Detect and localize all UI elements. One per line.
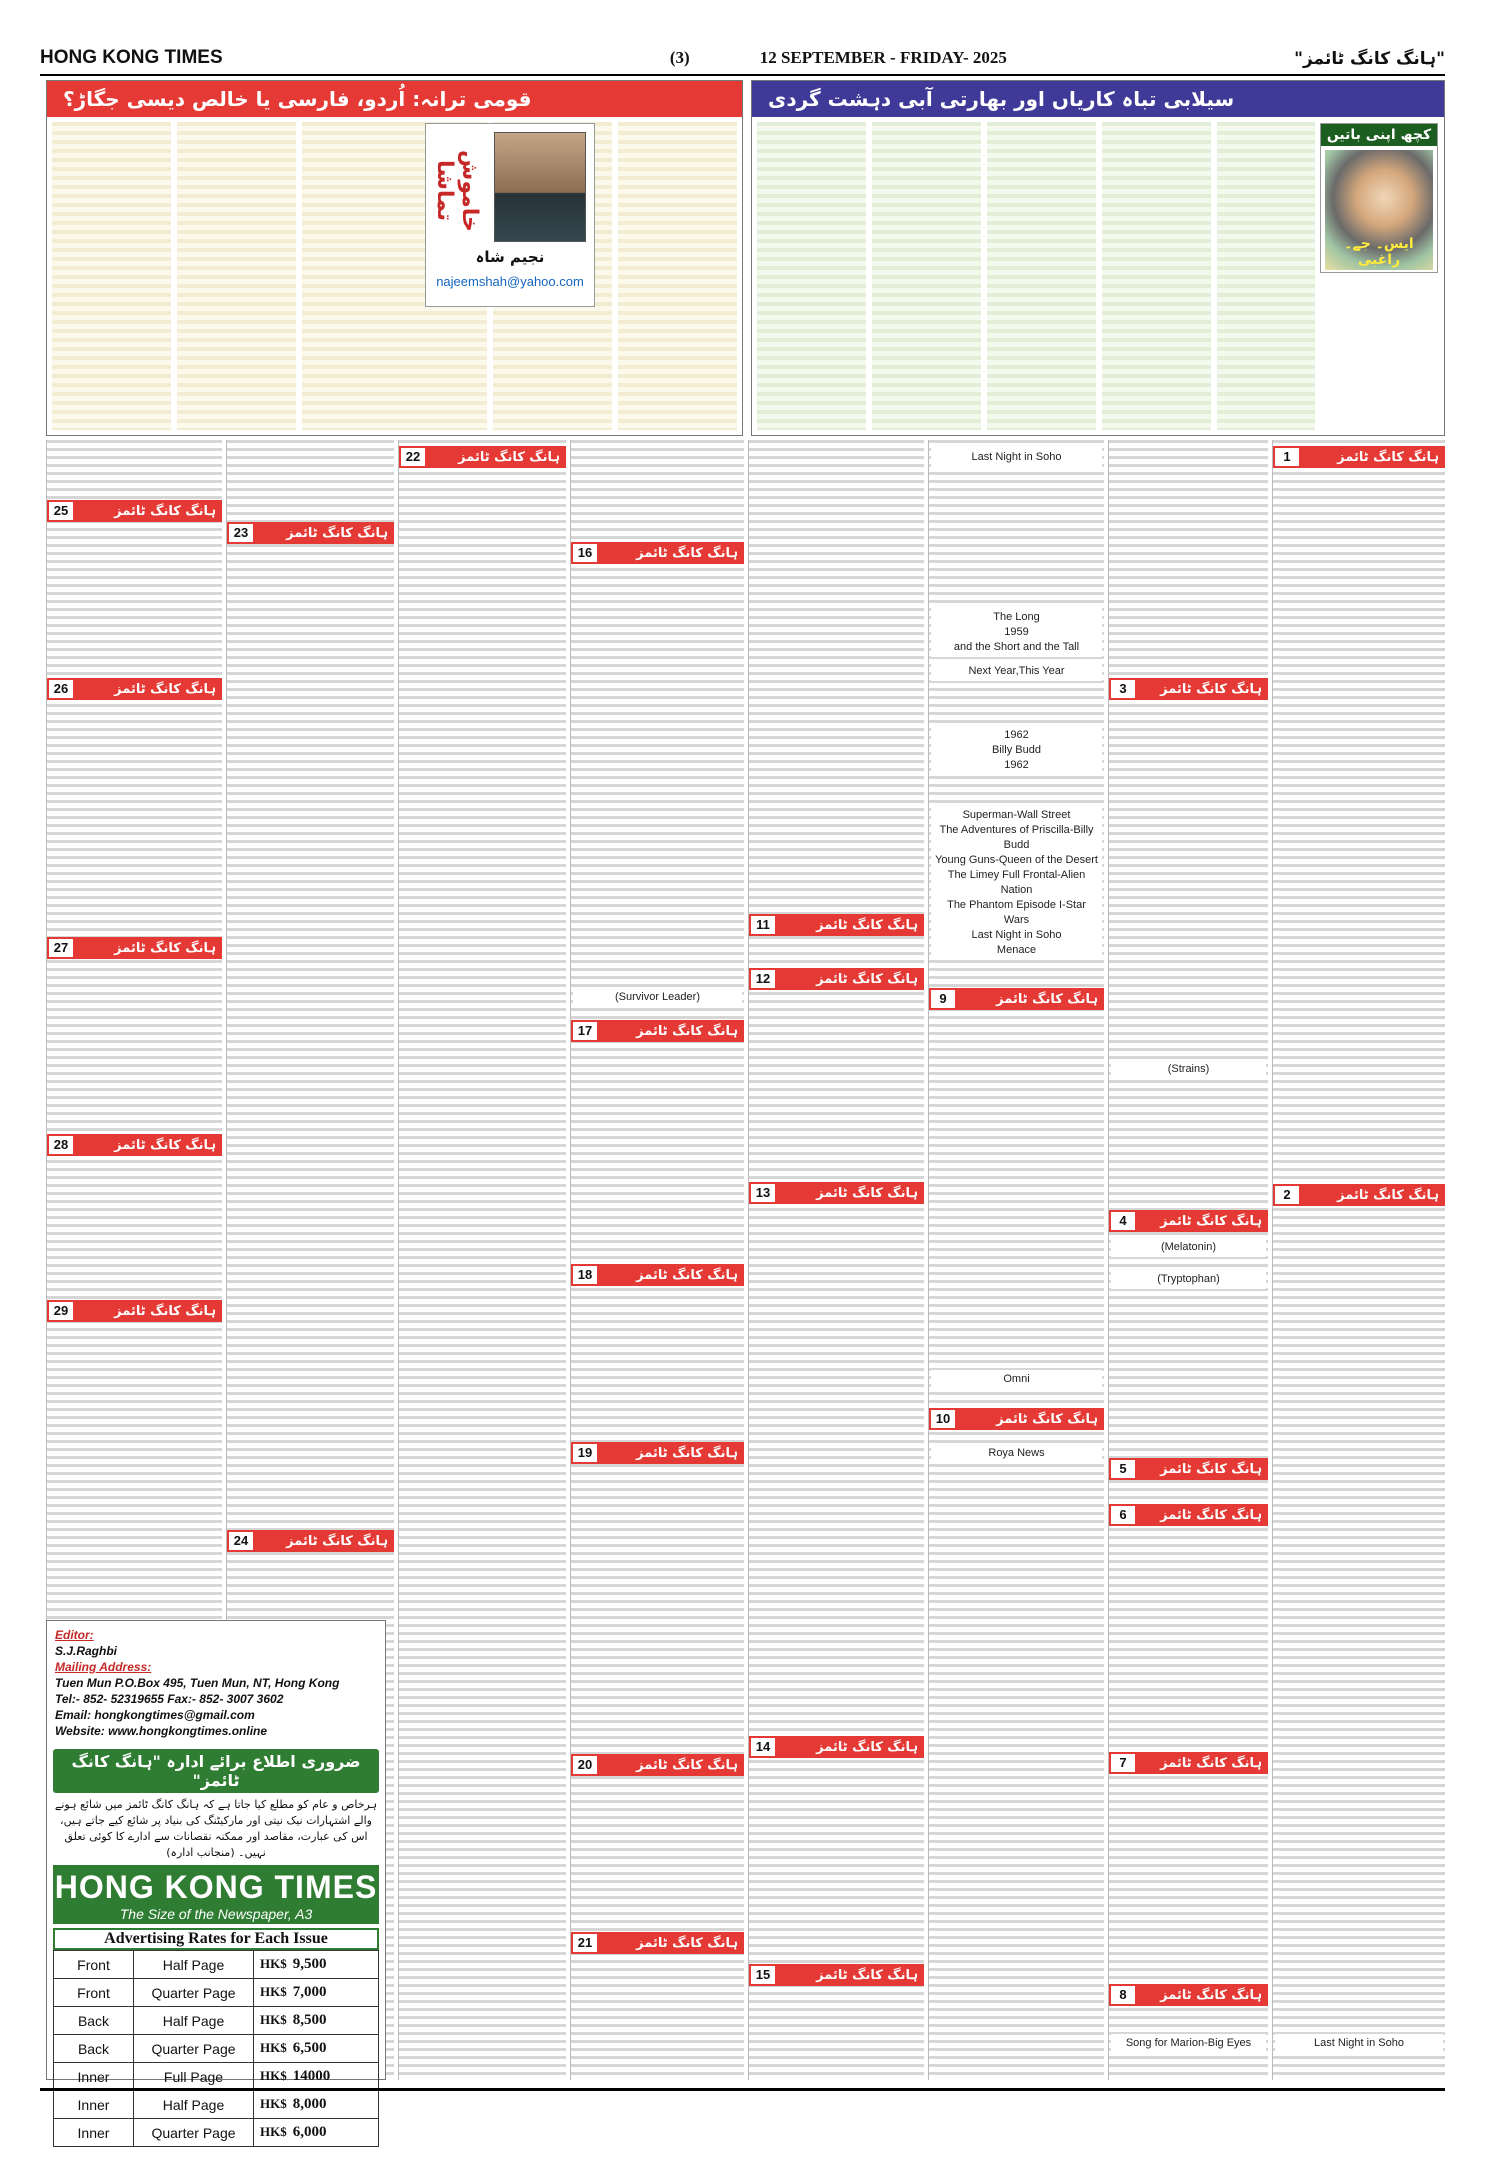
- tag-number: 21: [573, 1934, 597, 1952]
- tag-label: ہانگ کانگ ٹائمز: [1337, 449, 1439, 465]
- columnist-caption: ایس۔ جے۔ راغبی: [1344, 236, 1414, 268]
- tag-number: 23: [229, 524, 253, 542]
- author-email: najeemshah@yahoo.com: [436, 274, 584, 289]
- rate-size: Quarter Page: [134, 2119, 254, 2147]
- column-title: خاموش تماشا: [432, 150, 482, 232]
- tag-number: 7: [1111, 1754, 1135, 1772]
- tag-label: ہانگ کانگ ٹائمز: [636, 545, 738, 561]
- tag-number: 6: [1111, 1506, 1135, 1524]
- page-number: (3): [669, 48, 690, 67]
- text-column: [872, 122, 981, 430]
- article-body: [47, 117, 742, 435]
- tag-label: ہانگ کانگ ٹائمز: [816, 1185, 918, 1201]
- tag-label: ہانگ کانگ ٹائمز: [458, 449, 560, 465]
- price-value: 8,000: [292, 2096, 327, 2112]
- price-value: 7,000: [292, 1984, 327, 2000]
- currency: HK$: [260, 2096, 287, 2111]
- tag-number: 20: [573, 1756, 597, 1774]
- brand-name: HONG KONG TIMES: [54, 1869, 378, 1905]
- section-tag: [1109, 1210, 1268, 1232]
- section-tag: [399, 446, 566, 468]
- rate-row: [54, 2091, 379, 2119]
- currency: HK$: [260, 2040, 287, 2055]
- tag-number: 1: [1275, 448, 1299, 466]
- text-column: [1217, 122, 1315, 430]
- omni-note: Omni: [931, 1370, 1102, 1389]
- masthead: [40, 44, 1445, 72]
- section-tag: [749, 914, 924, 936]
- price-value: 6,000: [292, 2124, 327, 2140]
- footer-rule: [40, 2088, 1445, 2091]
- rate-price: [254, 1951, 379, 1979]
- rate-row: [54, 2119, 379, 2147]
- article-header: [47, 81, 742, 117]
- currency: HK$: [260, 2068, 287, 2083]
- masthead-rule: [40, 74, 1445, 76]
- tag-label: ہانگ کانگ ٹائمز: [114, 1303, 216, 1319]
- email-link[interactable]: hongkongtimes@gmail.com: [94, 1708, 255, 1722]
- strains-note: (Strains): [1111, 1060, 1266, 1079]
- tag-number: 10: [931, 1410, 955, 1428]
- price-value: 14000: [292, 2068, 331, 2084]
- rate-position: Back: [54, 2007, 134, 2035]
- tag-number: 5: [1111, 1460, 1135, 1478]
- notice-title: ضروری اطلاع برائے ادارہ "ہانگ کانگ ٹائمز": [53, 1749, 379, 1793]
- tag-number: 27: [49, 939, 73, 957]
- article-national-anthem: [46, 80, 743, 436]
- publisher-info: [46, 1620, 386, 2141]
- section-tag: [571, 1020, 744, 1042]
- text-column: [1102, 122, 1211, 430]
- section-tag: [47, 1134, 222, 1156]
- tag-number: 17: [573, 1022, 597, 1040]
- section-tag: [227, 522, 394, 544]
- film-year: 1959: [1004, 626, 1029, 638]
- film-title: Young Guns-Queen of the Desert: [935, 854, 1098, 866]
- website-link[interactable]: www.hongkongtimes.online: [108, 1724, 268, 1738]
- section-tag: [571, 542, 744, 564]
- rates-title: Advertising Rates for Each Issue: [53, 1928, 379, 1950]
- film-title: The Phantom Episode I-Star Wars: [947, 899, 1086, 926]
- rate-row: [54, 2007, 379, 2035]
- tag-number: 14: [751, 1738, 775, 1756]
- rate-size: Half Page: [134, 1951, 254, 1979]
- rate-position: Inner: [54, 2091, 134, 2119]
- tag-label: ہانگ کانگ ٹائمز: [636, 1445, 738, 1461]
- price-value: 9,500: [292, 1956, 327, 1972]
- melatonin-note: (Melatonin): [1111, 1238, 1266, 1257]
- tag-label: ہانگ کانگ ٹائمز: [996, 1411, 1098, 1427]
- soho-note: Last Night in Soho: [1275, 2034, 1443, 2053]
- rate-price: [254, 2119, 379, 2147]
- rates-table: [53, 1950, 379, 2147]
- tag-number: 28: [49, 1136, 73, 1154]
- tag-label: ہانگ کانگ ٹائمز: [114, 681, 216, 697]
- section-tag: [1109, 1504, 1268, 1526]
- tag-number: 19: [573, 1444, 597, 1462]
- tag-label: ہانگ کانگ ٹائمز: [114, 503, 216, 519]
- film-title: The Limey Full Frontal-Alien Nation: [947, 869, 1086, 896]
- tag-number: 25: [49, 502, 73, 520]
- section-tag: [1273, 446, 1445, 468]
- tag-label: ہانگ کانگ ٹائمز: [636, 1757, 738, 1773]
- tag-label: ہانگ کانگ ٹائمز: [636, 1023, 738, 1039]
- tag-label: ہانگ کانگ ٹائمز: [816, 917, 918, 933]
- author-photo: [494, 132, 586, 242]
- tag-label: ہانگ کانگ ٹائمز: [114, 940, 216, 956]
- section-tag: [929, 988, 1104, 1010]
- text-column: [757, 122, 866, 430]
- tag-label: ہانگ کانگ ٹائمز: [1160, 1987, 1262, 2003]
- section-tag: [571, 1442, 744, 1464]
- film-title: Superman-Wall Street: [962, 809, 1071, 821]
- film-year: 1962: [1004, 759, 1029, 771]
- address: Tuen Mun P.O.Box 495, Tuen Mun, NT, Hong Kong: [55, 1676, 340, 1690]
- rate-price: [254, 2063, 379, 2091]
- article-header: [752, 81, 1444, 117]
- tag-label: ہانگ کانگ ٹائمز: [286, 525, 388, 541]
- rate-price: [254, 2007, 379, 2035]
- phone-fax: Tel:- 852- 52319655 Fax:- 852- 3007 3602: [55, 1692, 284, 1706]
- rate-position: Back: [54, 2035, 134, 2063]
- article-body: [752, 117, 1444, 435]
- song-note: Song for Marion-Big Eyes: [1111, 2034, 1266, 2053]
- section-tag: [1109, 1458, 1268, 1480]
- tag-label: ہانگ کانگ ٹائمز: [114, 1137, 216, 1153]
- editor-name: S.J.Raghbi: [55, 1644, 118, 1658]
- rate-size: Quarter Page: [134, 1979, 254, 2007]
- tag-number: 24: [229, 1532, 253, 1550]
- tag-label: ہانگ کانگ ٹائمز: [286, 1533, 388, 1549]
- tag-number: 13: [751, 1184, 775, 1202]
- text-column: [618, 122, 737, 430]
- text-column: [987, 122, 1096, 430]
- news-column: [570, 440, 744, 2080]
- rate-price: [254, 1979, 379, 2007]
- rate-position: Front: [54, 1979, 134, 2007]
- tag-number: 26: [49, 680, 73, 698]
- tag-label: ہانگ کانگ ٹائمز: [816, 1739, 918, 1755]
- film-list: [931, 806, 1102, 960]
- tag-label: ہانگ کانگ ٹائمز: [996, 991, 1098, 1007]
- news-column: [1272, 440, 1445, 2080]
- film-title: and the Short and the Tall: [953, 641, 1080, 653]
- tag-number: 29: [49, 1302, 73, 1320]
- section-tag: [749, 1182, 924, 1204]
- film-year: 1962: [1004, 729, 1029, 741]
- tag-number: 12: [751, 970, 775, 988]
- section-tag: [227, 1530, 394, 1552]
- section-tag: [1109, 678, 1268, 700]
- tag-number: 3: [1111, 680, 1135, 698]
- rate-price: [254, 2091, 379, 2119]
- survivor-note: (Survivor Leader): [573, 988, 742, 1007]
- rate-row: [54, 1951, 379, 1979]
- tag-label: ہانگ کانگ ٹائمز: [816, 971, 918, 987]
- article-title: قومی ترانہ: اُردو، فارسی یا خالص دیسی جگاڑ؟: [63, 87, 532, 111]
- brand-banner: [53, 1865, 379, 1924]
- tag-number: 8: [1111, 1986, 1135, 2004]
- masthead-title: HONG KONG TIMES: [40, 47, 223, 68]
- film-title: Billy Budd: [992, 744, 1041, 756]
- tag-number: 16: [573, 544, 597, 562]
- section-tag: [571, 1264, 744, 1286]
- website-label: Website:: [55, 1724, 105, 1738]
- next-year-note: Next Year,This Year: [931, 662, 1102, 681]
- text-column: [177, 122, 296, 430]
- tag-label: ہانگ کانگ ٹائمز: [1160, 1755, 1262, 1771]
- column-name: کچھ اپنی باتیں: [1321, 124, 1437, 146]
- film-title: Last Night in Soho: [971, 451, 1062, 463]
- news-column: [1108, 440, 1268, 2080]
- film-list: [931, 448, 1102, 467]
- currency: HK$: [260, 1956, 287, 1971]
- section-tag: [47, 500, 222, 522]
- issue-date: 12 SEPTEMBER - FRIDAY- 2025: [759, 48, 1007, 67]
- tag-number: 15: [751, 1966, 775, 1984]
- tag-label: ہانگ کانگ ٹائمز: [636, 1267, 738, 1283]
- tag-number: 2: [1275, 1186, 1299, 1204]
- section-tag: [749, 1964, 924, 1986]
- tag-number: 18: [573, 1266, 597, 1284]
- rate-size: Quarter Page: [134, 2035, 254, 2063]
- film-title: Last Night in Soho: [971, 929, 1062, 941]
- section-tag: [1273, 1184, 1445, 1206]
- rate-row: [54, 2035, 379, 2063]
- notice-box: [53, 1749, 379, 1861]
- text-column: [52, 122, 171, 430]
- tag-label: ہانگ کانگ ٹائمز: [1337, 1187, 1439, 1203]
- article-floods: [751, 80, 1445, 436]
- tag-number: 11: [751, 916, 775, 934]
- brand-subtitle: The Size of the Newspaper, A3: [119, 1906, 313, 1922]
- currency: HK$: [260, 1984, 287, 1999]
- film-title: The Long: [993, 611, 1040, 623]
- film-title: Menace: [996, 944, 1037, 956]
- section-tag: [749, 1736, 924, 1758]
- film-list: [931, 726, 1102, 775]
- roya-note: Roya News: [931, 1444, 1102, 1463]
- email-label: Email:: [55, 1708, 92, 1722]
- rate-position: Inner: [54, 2119, 134, 2147]
- author-box: [425, 123, 595, 307]
- price-value: 6,500: [292, 2040, 327, 2056]
- section-tag: [749, 968, 924, 990]
- section-tag: [929, 1408, 1104, 1430]
- tag-number: 9: [931, 990, 955, 1008]
- section-tag: [47, 1300, 222, 1322]
- mailing-label: Mailing Address:: [55, 1660, 152, 1674]
- columnist-box: [1320, 123, 1438, 273]
- tag-label: ہانگ کانگ ٹائمز: [1160, 1507, 1262, 1523]
- tag-number: 22: [401, 448, 425, 466]
- rate-size: Half Page: [134, 2091, 254, 2119]
- rate-position: Front: [54, 1951, 134, 1979]
- rate-size: Half Page: [134, 2007, 254, 2035]
- price-value: 8,500: [292, 2012, 327, 2028]
- section-tag: [571, 1932, 744, 1954]
- rate-size: Full Page: [134, 2063, 254, 2091]
- masthead-center: [670, 48, 1007, 68]
- author-name: نجیم شاہ: [475, 248, 545, 266]
- section-tag: [571, 1754, 744, 1776]
- currency: HK$: [260, 2012, 287, 2027]
- rate-row: [54, 2063, 379, 2091]
- section-tag: [47, 937, 222, 959]
- news-column: [398, 440, 566, 2080]
- tag-label: ہانگ کانگ ٹائمز: [1160, 1213, 1262, 1229]
- rate-row: [54, 1979, 379, 2007]
- tag-label: ہانگ کانگ ٹائمز: [816, 1967, 918, 1983]
- section-tag: [1109, 1752, 1268, 1774]
- film-list: [931, 608, 1102, 657]
- rate-price: [254, 2035, 379, 2063]
- tryptophan-note: (Tryptophan): [1111, 1270, 1266, 1289]
- article-title: سیلابی تباہ کاریاں اور بھارتی آبی دہشت گردی: [768, 87, 1235, 111]
- section-tag: [47, 678, 222, 700]
- contact-block: [47, 1621, 385, 1745]
- news-column: [748, 440, 924, 2080]
- section-tag: [1109, 1984, 1268, 2006]
- news-column: [928, 440, 1104, 2080]
- tag-label: ہانگ کانگ ٹائمز: [636, 1935, 738, 1951]
- tag-number: 4: [1111, 1212, 1135, 1230]
- tag-label: ہانگ کانگ ٹائمز: [1160, 681, 1262, 697]
- film-title: The Adventures of Priscilla-Billy Budd: [939, 824, 1094, 851]
- notice-text: ہرخاص و عام کو مطلع کیا جاتا ہے کہ ہانگ کانگ ٹائمز میں شائع ہونے والے اشتہارات نیک نیتی اور مارکیٹنگ کی بنیاد پر شائع کیے جاتے ہیں، اس کی عبارت، مقاصد اور ممکنہ نقصانات سے ادارے کا کوئی تعلق نہیں۔ (منجانب ادارہ): [54, 1798, 378, 1859]
- currency: HK$: [260, 2124, 287, 2139]
- editor-label: Editor:: [55, 1628, 94, 1642]
- tag-label: ہانگ کانگ ٹائمز: [1160, 1461, 1262, 1477]
- masthead-urdu-title: "ہانگ کانگ ٹائمز": [1294, 48, 1445, 69]
- rate-position: Inner: [54, 2063, 134, 2091]
